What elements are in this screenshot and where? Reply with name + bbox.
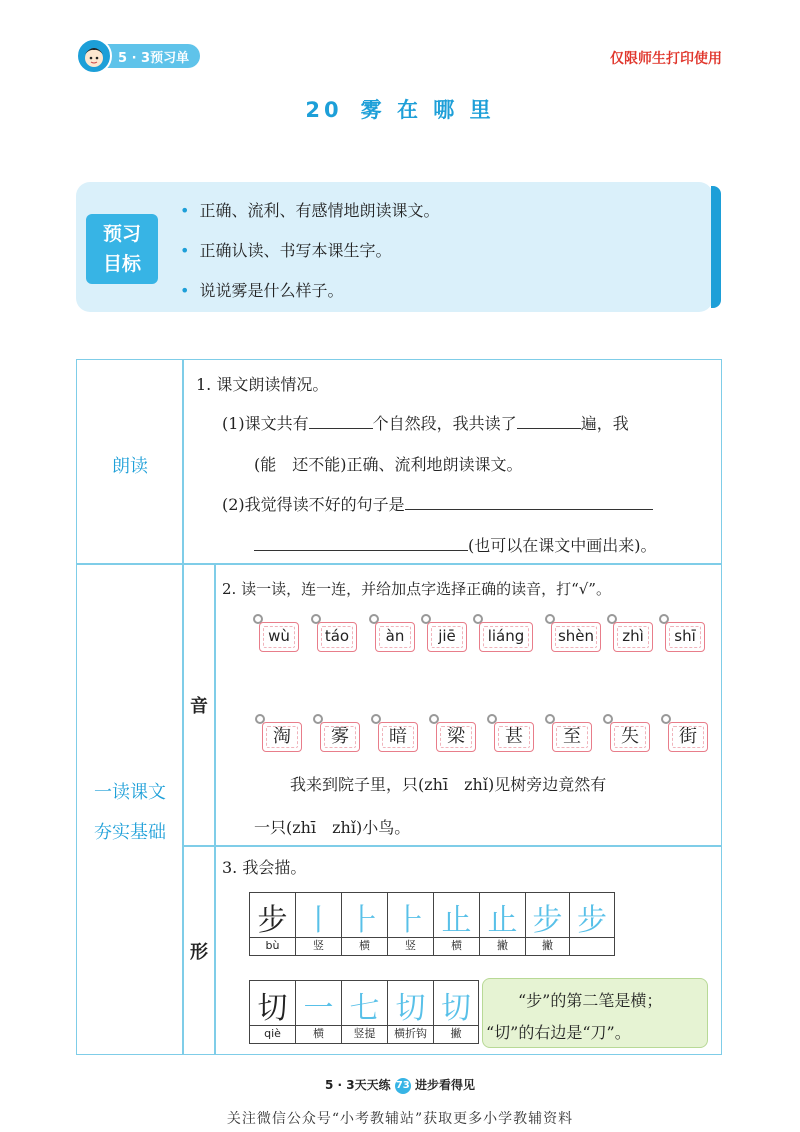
goals-tag-line1: 预习: [102, 223, 141, 245]
grid-cell-step[interactable]: ⺊ 竖: [388, 893, 434, 955]
print-notice: 仅限师生打印使用: [610, 51, 722, 67]
pinyin-tag[interactable]: wù: [259, 622, 299, 652]
grid-cell-step[interactable]: 丨 竖: [296, 893, 342, 955]
grid-cell-step[interactable]: 切 横折钩: [388, 981, 434, 1043]
question-1a: (1)课文共有 个自然段，我共读了 遍，我: [222, 414, 629, 433]
question-2: 2. 读一读，连一连，并给加点字选择正确的读音，打“√”。: [222, 580, 611, 598]
pinyin-tag[interactable]: shèn: [551, 622, 601, 652]
mascot-avatar-icon: [76, 38, 112, 74]
footer-left: 5 · 3天天练: [324, 1078, 391, 1092]
table-divider: [182, 845, 722, 847]
table-divider: [214, 563, 216, 1055]
grid-cell-main: 步 bù: [250, 893, 296, 955]
tip-line-2: “切”的右边是“刀”。: [486, 1023, 631, 1042]
pinyin-tag[interactable]: jiē: [427, 622, 467, 652]
grid-cell-step[interactable]: 止 横: [434, 893, 480, 955]
grid-cell-step[interactable]: ⺊ 横: [342, 893, 388, 955]
grid-cell-step[interactable]: 七 竖提: [342, 981, 388, 1043]
sub-label-sound: 音: [190, 696, 208, 717]
char-tag[interactable]: 淘: [262, 722, 302, 752]
sentence-1: 我来到院子里，只(zhī zhǐ)见树旁边竟然有: [290, 775, 607, 794]
question-1c: (2)我觉得读不好的句子是: [222, 492, 653, 515]
stroke-grid-qie: [249, 980, 479, 1044]
char-tag[interactable]: 暗: [378, 722, 418, 752]
blank-read-count[interactable]: [517, 428, 581, 429]
table-divider: [76, 563, 722, 565]
section-label-reading: 朗读: [112, 456, 148, 477]
char-tag[interactable]: 梁: [436, 722, 476, 752]
page-number: 73: [395, 1078, 411, 1094]
pinyin-tag[interactable]: táo: [317, 622, 357, 652]
goal-item: • 正确认读、书写本课生字。: [180, 241, 392, 260]
question-3: 3. 我会描。: [222, 858, 307, 877]
tip-line-1: “步”的第二笔是横；: [518, 991, 663, 1010]
bullet-icon: •: [180, 241, 190, 260]
char-tag[interactable]: 至: [552, 722, 592, 752]
grid-cell-step[interactable]: 步 撇: [526, 893, 570, 955]
promo-note: 关注微信公众号“小考教辅站”获取更多小学教辅资料: [226, 1111, 574, 1127]
goal-item: • 正确、流利、有感情地朗读课文。: [180, 201, 440, 220]
goals-tag-line2: 目标: [102, 253, 141, 275]
sentence-2: 一只(zhī zhǐ)小鸟。: [254, 818, 411, 837]
char-tag[interactable]: 雾: [320, 722, 360, 752]
pinyin-tag[interactable]: zhì: [613, 622, 653, 652]
section-label-basics-1: 一读课文: [94, 782, 166, 803]
goal-item: • 说说雾是什么样子。: [180, 281, 344, 300]
goals-accent-bar: [711, 186, 721, 308]
page-footer: [0, 1076, 800, 1094]
page-title: [0, 94, 800, 124]
goals-tag: [86, 214, 158, 284]
question-1: 1. 课文朗读情况。: [196, 375, 329, 394]
brand-label: 5 · 3预习单: [118, 51, 190, 66]
pinyin-tag[interactable]: àn: [375, 622, 415, 652]
sub-label-shape: 形: [190, 942, 208, 963]
pinyin-tag[interactable]: shī: [665, 622, 705, 652]
lesson-number: 20: [305, 98, 343, 122]
grid-cell-main: 切 qiè: [250, 981, 296, 1043]
grid-cell-step[interactable]: 止 撇: [480, 893, 526, 955]
pinyin-tag[interactable]: liáng: [479, 622, 533, 652]
question-1c-cont: (也可以在课文中画出来)。: [254, 533, 657, 556]
char-tag[interactable]: 街: [668, 722, 708, 752]
grid-cell-step[interactable]: 一 横: [296, 981, 342, 1043]
stroke-grid-bu: [249, 892, 615, 956]
blank-difficult-sentence[interactable]: [405, 509, 653, 510]
bullet-icon: •: [180, 281, 190, 300]
question-1b: (能 还不能)正确、流利地朗读课文。: [254, 455, 523, 474]
footer-right: 进步看得见: [414, 1078, 475, 1092]
grid-cell-step[interactable]: 步: [570, 893, 614, 955]
section-label-basics-2: 夯实基础: [94, 822, 166, 843]
char-tag[interactable]: 失: [610, 722, 650, 752]
char-tag[interactable]: 甚: [494, 722, 534, 752]
blank-paragraph-count[interactable]: [309, 428, 373, 429]
blank-difficult-sentence-2[interactable]: [254, 550, 468, 551]
grid-cell-step[interactable]: 切 撇: [434, 981, 478, 1043]
bullet-icon: •: [180, 201, 190, 220]
lesson-title: 雾 在 哪 里: [360, 98, 495, 122]
